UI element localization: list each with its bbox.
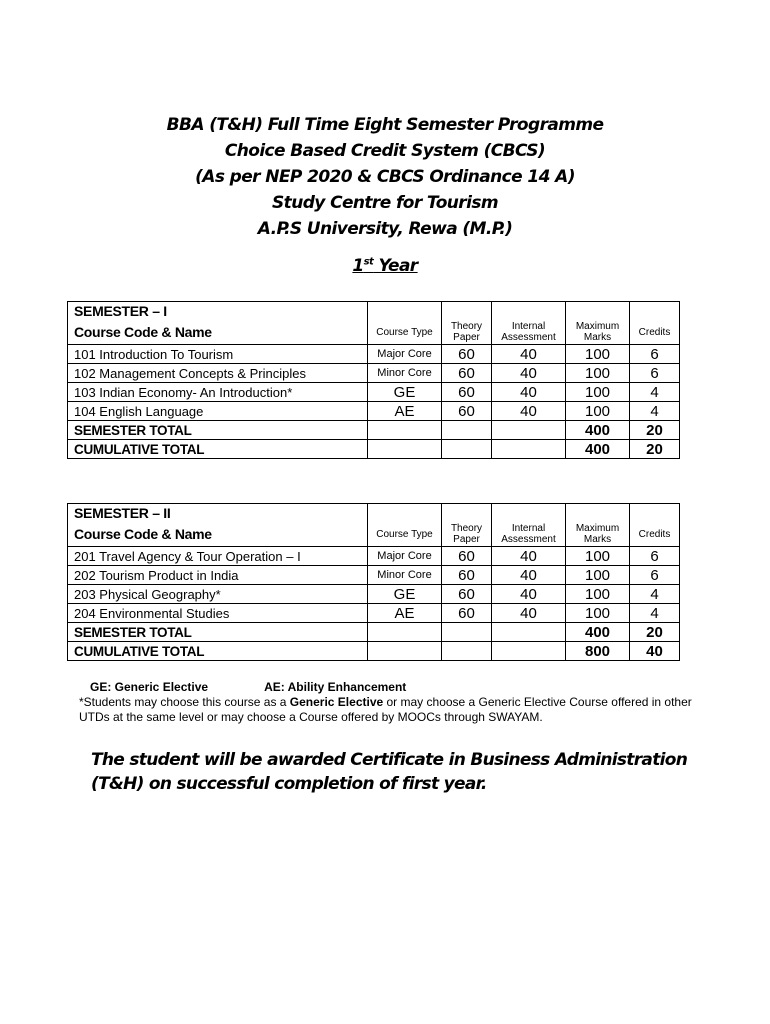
column-header-name: Course Code & Name xyxy=(68,320,368,345)
course-type: Major Core xyxy=(368,547,442,566)
column-header-max: Maximum Marks xyxy=(566,522,630,547)
internal-marks: 40 xyxy=(492,364,566,383)
internal-marks: 40 xyxy=(492,345,566,364)
system-title: Choice Based Credit System (CBCS) xyxy=(224,141,546,161)
course-name: 101 Introduction To Tourism xyxy=(68,345,368,364)
footnote: *Students may choose this course as a Generic Elective or may choose a Generic Elective Course offered in other UTDs at the same level or may choose a Course offered by MOOCs through SWAYAM. xyxy=(79,695,692,724)
total-marks: 400 xyxy=(566,440,630,459)
theory-marks: 60 xyxy=(442,364,492,383)
column-header-credits: Credits xyxy=(630,522,680,547)
total-credits: 20 xyxy=(630,623,680,642)
theory-marks: 60 xyxy=(442,566,492,585)
total-label: SEMESTER TOTAL xyxy=(68,623,368,642)
internal-marks: 40 xyxy=(492,402,566,421)
course-row xyxy=(68,364,680,383)
empty-cell xyxy=(492,440,566,459)
empty-cell xyxy=(492,642,566,661)
course-name: 204 Environmental Studies xyxy=(68,604,368,623)
programme-title: BBA (T&H) Full Time Eight Semester Programme xyxy=(166,115,604,135)
theory-marks: 60 xyxy=(442,547,492,566)
internal-marks: 40 xyxy=(492,604,566,623)
course-type: Minor Core xyxy=(368,566,442,585)
column-header-theory: Theory Paper xyxy=(442,522,492,547)
theory-marks: 60 xyxy=(442,585,492,604)
course-type: AE xyxy=(368,604,442,623)
maximum-marks: 100 xyxy=(566,604,630,623)
course-row xyxy=(68,547,680,566)
semester-title-row xyxy=(68,504,680,523)
credits: 4 xyxy=(630,604,680,623)
internal-marks: 40 xyxy=(492,547,566,566)
study-centre: Study Centre for Tourism xyxy=(272,193,498,213)
total-label: CUMULATIVE TOTAL xyxy=(68,642,368,661)
internal-marks: 40 xyxy=(492,585,566,604)
credits: 6 xyxy=(630,566,680,585)
empty-cell xyxy=(566,302,630,321)
column-header-theory: Theory Paper xyxy=(442,320,492,345)
maximum-marks: 100 xyxy=(566,364,630,383)
column-header-max: Maximum Marks xyxy=(566,320,630,345)
column-header-credits: Credits xyxy=(630,320,680,345)
column-header-internal: Internal Assessment xyxy=(492,320,566,345)
total-label: SEMESTER TOTAL xyxy=(68,421,368,440)
course-type: GE xyxy=(368,585,442,604)
column-header-row xyxy=(68,522,680,547)
empty-cell xyxy=(368,302,442,321)
total-credits: 40 xyxy=(630,642,680,661)
course-row xyxy=(68,585,680,604)
empty-cell xyxy=(492,421,566,440)
maximum-marks: 100 xyxy=(566,566,630,585)
course-row xyxy=(68,604,680,623)
course-type: Minor Core xyxy=(368,364,442,383)
column-header-type: Course Type xyxy=(368,320,442,345)
course-name: 103 Indian Economy- An Introduction* xyxy=(68,383,368,402)
ordinance-line: (As per NEP 2020 & CBCS Ordinance 14 A) xyxy=(195,167,575,187)
cumulative-total-row xyxy=(68,440,680,459)
total-credits: 20 xyxy=(630,421,680,440)
maximum-marks: 100 xyxy=(566,585,630,604)
course-type: AE xyxy=(368,402,442,421)
empty-cell xyxy=(630,504,680,523)
course-row xyxy=(68,345,680,364)
theory-marks: 60 xyxy=(442,383,492,402)
empty-cell xyxy=(566,504,630,523)
internal-marks: 40 xyxy=(492,566,566,585)
empty-cell xyxy=(442,302,492,321)
theory-marks: 60 xyxy=(442,345,492,364)
course-name: 201 Travel Agency & Tour Operation – I xyxy=(68,547,368,566)
empty-cell xyxy=(442,623,492,642)
credits: 6 xyxy=(630,345,680,364)
maximum-marks: 100 xyxy=(566,402,630,421)
credits: 6 xyxy=(630,364,680,383)
semester-table xyxy=(67,301,680,459)
empty-cell xyxy=(442,642,492,661)
empty-cell xyxy=(368,421,442,440)
total-label: CUMULATIVE TOTAL xyxy=(68,440,368,459)
course-row xyxy=(68,566,680,585)
empty-cell xyxy=(442,440,492,459)
theory-marks: 60 xyxy=(442,604,492,623)
credits: 4 xyxy=(630,383,680,402)
course-name: 202 Tourism Product in India xyxy=(68,566,368,585)
empty-cell xyxy=(630,302,680,321)
credits: 6 xyxy=(630,547,680,566)
column-header-row xyxy=(68,320,680,345)
course-row xyxy=(68,402,680,421)
empty-cell xyxy=(492,504,566,523)
semester-title: SEMESTER – II xyxy=(68,504,368,523)
maximum-marks: 100 xyxy=(566,547,630,566)
empty-cell xyxy=(368,642,442,661)
course-name: 102 Management Concepts & Principles xyxy=(68,364,368,383)
empty-cell xyxy=(368,623,442,642)
credits: 4 xyxy=(630,402,680,421)
certificate-statement: The student will be awarded Certificate in Business Administration (T&H) on successful completion of first year. xyxy=(91,750,688,794)
course-row xyxy=(68,383,680,402)
total-marks: 800 xyxy=(566,642,630,661)
total-marks: 400 xyxy=(566,623,630,642)
document-header xyxy=(0,112,770,242)
course-type: Major Core xyxy=(368,345,442,364)
university-name: A.P.S University, Rewa (M.P.) xyxy=(257,219,513,239)
course-name: 203 Physical Geography* xyxy=(68,585,368,604)
maximum-marks: 100 xyxy=(566,383,630,402)
empty-cell xyxy=(368,440,442,459)
empty-cell xyxy=(492,302,566,321)
column-header-type: Course Type xyxy=(368,522,442,547)
notes xyxy=(79,680,699,725)
course-name: 104 English Language xyxy=(68,402,368,421)
total-credits: 20 xyxy=(630,440,680,459)
empty-cell xyxy=(368,504,442,523)
credits: 4 xyxy=(630,585,680,604)
column-header-internal: Internal Assessment xyxy=(492,522,566,547)
empty-cell xyxy=(492,623,566,642)
total-marks: 400 xyxy=(566,421,630,440)
empty-cell xyxy=(442,504,492,523)
empty-cell xyxy=(442,421,492,440)
theory-marks: 60 xyxy=(442,402,492,421)
column-header-name: Course Code & Name xyxy=(68,522,368,547)
internal-marks: 40 xyxy=(492,383,566,402)
semester-table xyxy=(67,503,680,661)
cumulative-total-row xyxy=(68,642,680,661)
semester-total-row xyxy=(68,421,680,440)
semester-total-row xyxy=(68,623,680,642)
maximum-marks: 100 xyxy=(566,345,630,364)
course-type: GE xyxy=(368,383,442,402)
semester-title-row xyxy=(68,302,680,321)
year-heading: 1st Year xyxy=(352,256,418,276)
semester-title: SEMESTER – I xyxy=(68,302,368,321)
abbreviation-legend: GE: Generic Elective AE: Ability Enhancement xyxy=(90,680,407,694)
